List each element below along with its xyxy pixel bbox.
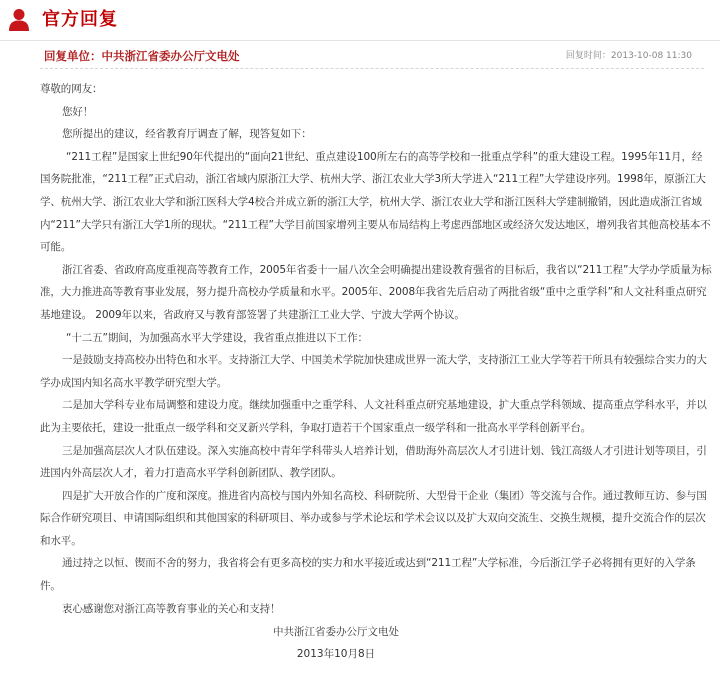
header-title: 官方回复	[42, 9, 118, 30]
reply-time: 回复时间：2013-10-08 11:30	[565, 51, 692, 61]
reply-unit: 回复单位：中共浙江省委办公厅文电处	[44, 49, 240, 63]
salutation: 尊敬的网友：	[40, 83, 103, 95]
letter-paragraph: “十二五”期间，为加强高水平大学建设，我省重点推进以下工作：	[66, 331, 368, 344]
letter-paragraph: 浙江省委、省政府高度重视高等教育工作，2005年省委十一届八次全会明确提出建设教育强省的目标后，我省以“211工程”大学办学质量为标准，大力推进高等教育事业发展，努力提升高校办学质量和水平。2005年、2008年我省先后启动了两批省级“重中之重学科”和人文社科重点研究基地建设。 2009年以来，省政府又与教育部签署了共建浙江工业大学、宁波大学两个协议。	[40, 263, 712, 321]
letter-paragraph: 衷心感谢您对浙江高等教育事业的关心和支持！	[62, 602, 281, 615]
greeting: 您好！	[62, 105, 94, 118]
signature-date: 2013年10月8日	[296, 648, 376, 660]
letter-paragraph: 四是扩大开放合作的广度和深度。推进省内高校与国内外知名高校、科研院所、大型骨干企业（集团）等交流与合作。通过教师互访、参与国际合作研究项目、申请国际组织和其他国家的科研项目、举办或参与学术论坛和学术会议以及扩大双向交流生、交换生规模，提升交流合作的层次和水平。	[40, 489, 707, 547]
signature-org: 中共浙江省委办公厅文电处	[273, 626, 399, 638]
letter-body	[40, 78, 712, 620]
reply-header	[0, 0, 720, 41]
letter-paragraph: 通过持之以恒、锲而不舍的努力，我省将会有更多高校的实力和水平接近或达到“211工程”大学标准，今后浙江学子必将拥有更好的入学条件。	[40, 557, 696, 593]
letter-paragraph: “211工程”是国家上世纪90年代提出的“面向21世纪、重点建设100所左右的高等学校和一批重点学科”的重大建设工程。1995年11月，经国务院批准，“211工程”正式启动，浙江省域内原浙江大学、杭州大学、浙江农业大学3所大学进入“211工程”大学建设序列。1998年，原浙江大学、杭州大学、浙江农业大学和浙江医科大学4校合并成立新的浙江大学，杭州大学、浙江农业大学和浙江医科大学建制撤销，因此造成浙江省域内“211”大学只有浙江大学1所的现状。“211工程”大学目前国家增列主要从布局结构上考虑西部地区或经济欠发达地区，增列我省其他高校基本不可能。	[40, 150, 711, 254]
letter-paragraph: 二是加大学科专业布局调整和建设力度。继续加强重中之重学科、人文社科重点研究基地建设，扩大重点学科领域、提高重点学科水平，并以此为主要依托，建设一批重点一级学科和交叉新兴学科，争取打造若干个国家重点一级学科和一批高水平学科创新平台。	[40, 399, 707, 434]
letter-paragraph: 您所提出的建议，经省教育厅调查了解，现答复如下：	[62, 128, 312, 141]
letter-paragraph: 一是鼓励支持高校办出特色和水平。支持浙江大学、中国美术学院加快建成世界一流大学，支持浙江工业大学等若干所具有较强综合实力的大学办成国内知名高水平教学研究型大学。	[40, 354, 707, 389]
person-icon	[9, 8, 29, 32]
reply-meta	[40, 46, 704, 69]
letter-paragraph: 三是加强高层次人才队伍建设。深入实施高校中青年学科带头人培养计划，借助海外高层次人才引进计划、钱江高级人才引进计划等项目，引进国内外高层次人才，着力打造高水平学科创新团队、教学团队。	[40, 444, 707, 480]
